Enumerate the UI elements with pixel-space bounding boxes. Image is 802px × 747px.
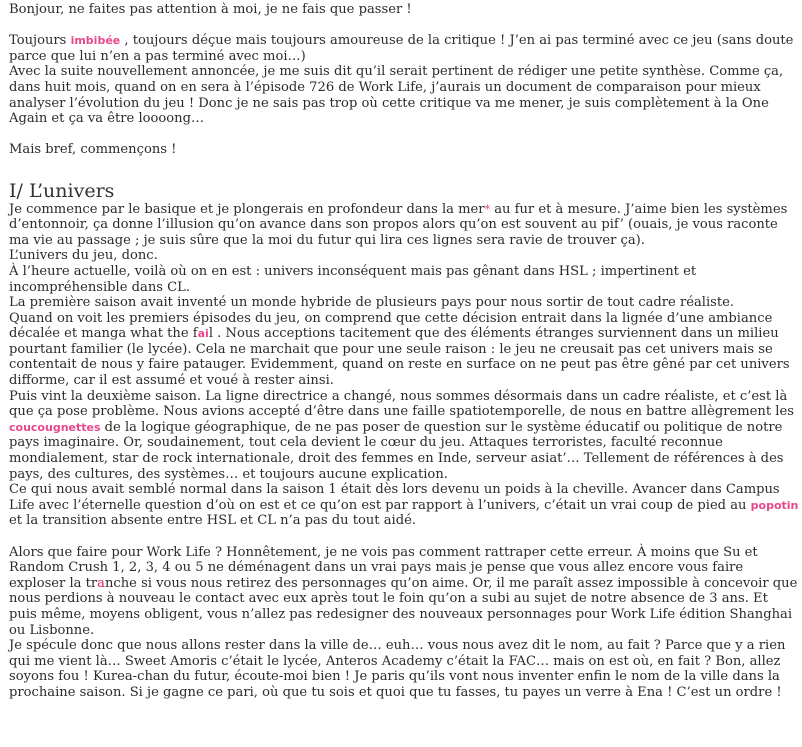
highlight-word: imbibée — [70, 34, 121, 48]
section-paragraph-5: Quand on voit les premiers épisodes du jeu, on comprend que cette décision entrait dans la lignée d’une ambiance décalée et manga what the fail . Nous acceptions tacitement que des éléments étranges surviennent dans un milieu pourtant familier (le lycée). Cela ne marchait que pour une seule raison : le jeu ne creusait pas cet univers mais se contentait de nous y faire patauger. Evidemment, quand on reste en surface on ne peut pas être gêné par cet univers difforme, car il est assumé et voué à rester ainsi. — [9, 310, 790, 389]
intro-paragraph-1: Toujours imbibée , toujours déçue mais toujours amoureuse de la critique ! J’en ai pas terminé avec ce jeu (sans doute parce que lui n’en a pas terminé avec moi…) — [9, 33, 794, 64]
section-paragraph-8: Alors que faire pour Work Life ? Honnêtement, je ne vois pas comment rattraper cette erreur. À moins que Su et Random Crush 1, 2, 3, 4 ou 5 ne déménagent dans un vrai pays mais je pense que vous allez encore vous faire exploser la tranche si vous nous retirez des personnages qu’on aime. Or, il me paraît assez impossible à concevoir que nous perdions à nouveau le contact avec eux après tout le foin qu’on a subi au sujet de notre absence de 3 ans. Et puis même, moyens obligent, vous n’allez pas redesigner des nouveaux personnages pour Work Life édition Shanghai ou Lisbonne. — [9, 544, 798, 638]
section-paragraph-4: La première saison avait inventé un monde hybride de plusieurs pays pour nous sortir de tout cadre réaliste. — [9, 295, 735, 311]
intro-paragraph-3: Mais bref, commençons ! — [9, 142, 177, 158]
section-heading: I/ L’univers — [9, 179, 115, 202]
section-paragraph-3: À l’heure actuelle, voilà où on en est : univers inconséquent mais pas gênant dans HSL ; impertinent et incompréhensible dans CL. — [9, 263, 697, 295]
intro-paragraph-2: Avec la suite nouvellement annoncée, je me suis dit qu’il serait pertinent de rédiger une petite synthèse. Comme ça, dans huit mois, quand on en sera à l’épisode 726 de Work Life, j’aurais un document de comparaison pour mieux analyser l’évolution du jeu ! Donc je ne sais pas trop où cette critique va me mener, je suis complètement à la One Again et ça va être loooong… — [9, 64, 784, 127]
section-paragraph-9: Je spécule donc que nous allons rester dans la ville de… euh… vous nous avez dit le nom, au fait ? Parce que y a rien qui me vient là… Sweet Amoris c’était le lycée, Anteros Academy c’était la FAC… mais on est où, en fait ? Bon, allez soyons fou ! Kurea-chan du futur, écoute-moi bien ! Je paris qu’ils vont nous inventer enfin le nom de la ville dans la prochaine saison. Si je gagne ce pari, où que tu sois et quoi que tu fasses, tu payes un verre à Ena ! C’est un ordre ! — [9, 638, 786, 700]
highlight-word: popotin — [750, 498, 799, 512]
greeting: Bonjour, ne faites pas attention à moi, je ne fais que passer ! — [9, 2, 412, 17]
highlight-word: coucougnettes — [9, 420, 101, 434]
highlight-word: ai — [197, 327, 209, 341]
section-paragraph-2: L’univers du jeu, donc. — [9, 248, 158, 264]
section-paragraph-7: Ce qui nous avait semblé normal dans la saison 1 était dès lors devenu un poids à la cheville. Avancer dans Campus Life avec l’éternelle question d’où on est et ce qu’on est par rapport à l’univers, c’était un vrai coup de pied au popotin et la transition absente entre HSL et CL n’a pas du tout aidé. — [9, 482, 799, 529]
footnote-star: * — [484, 202, 491, 216]
highlight-letter: a — [97, 575, 105, 591]
section-paragraph-6: Puis vint la deuxième saison. La ligne directrice a changé, nous sommes désormais dans un cadre réaliste, et c’est là que ça pose problème. Nous avions accepté d’être dans une faille spatiotemporelle, de nous en battre allègrement les coucougnettes de la logique géographique, de ne pas poser de question sur le système éducatif ou politique de notre pays imaginaire. Or, soudainement, tout cela devient le cœur du jeu. Attaques terroristes, faculté reconnue mondialement, star de rock internationale, droit des femmes en Inde, serveur asiat’… Tellement de références à des pays, des cultures, des systèmes… et toujours aucune explication. — [9, 388, 794, 482]
section-paragraph-1: Je commence par le basique et je plongerais en profondeur dans la mer* au fur et à mesure. J’aime bien les systèmes d’entonnoir, ça donne l’illusion qu’on avance dans son propos alors qu’on est souvent au pif’ (ouais, je vous raconte ma vie au passage ; je suis sûre que la moi du futur qui lira ces lignes sera ravie de trouver ça). — [9, 201, 788, 248]
